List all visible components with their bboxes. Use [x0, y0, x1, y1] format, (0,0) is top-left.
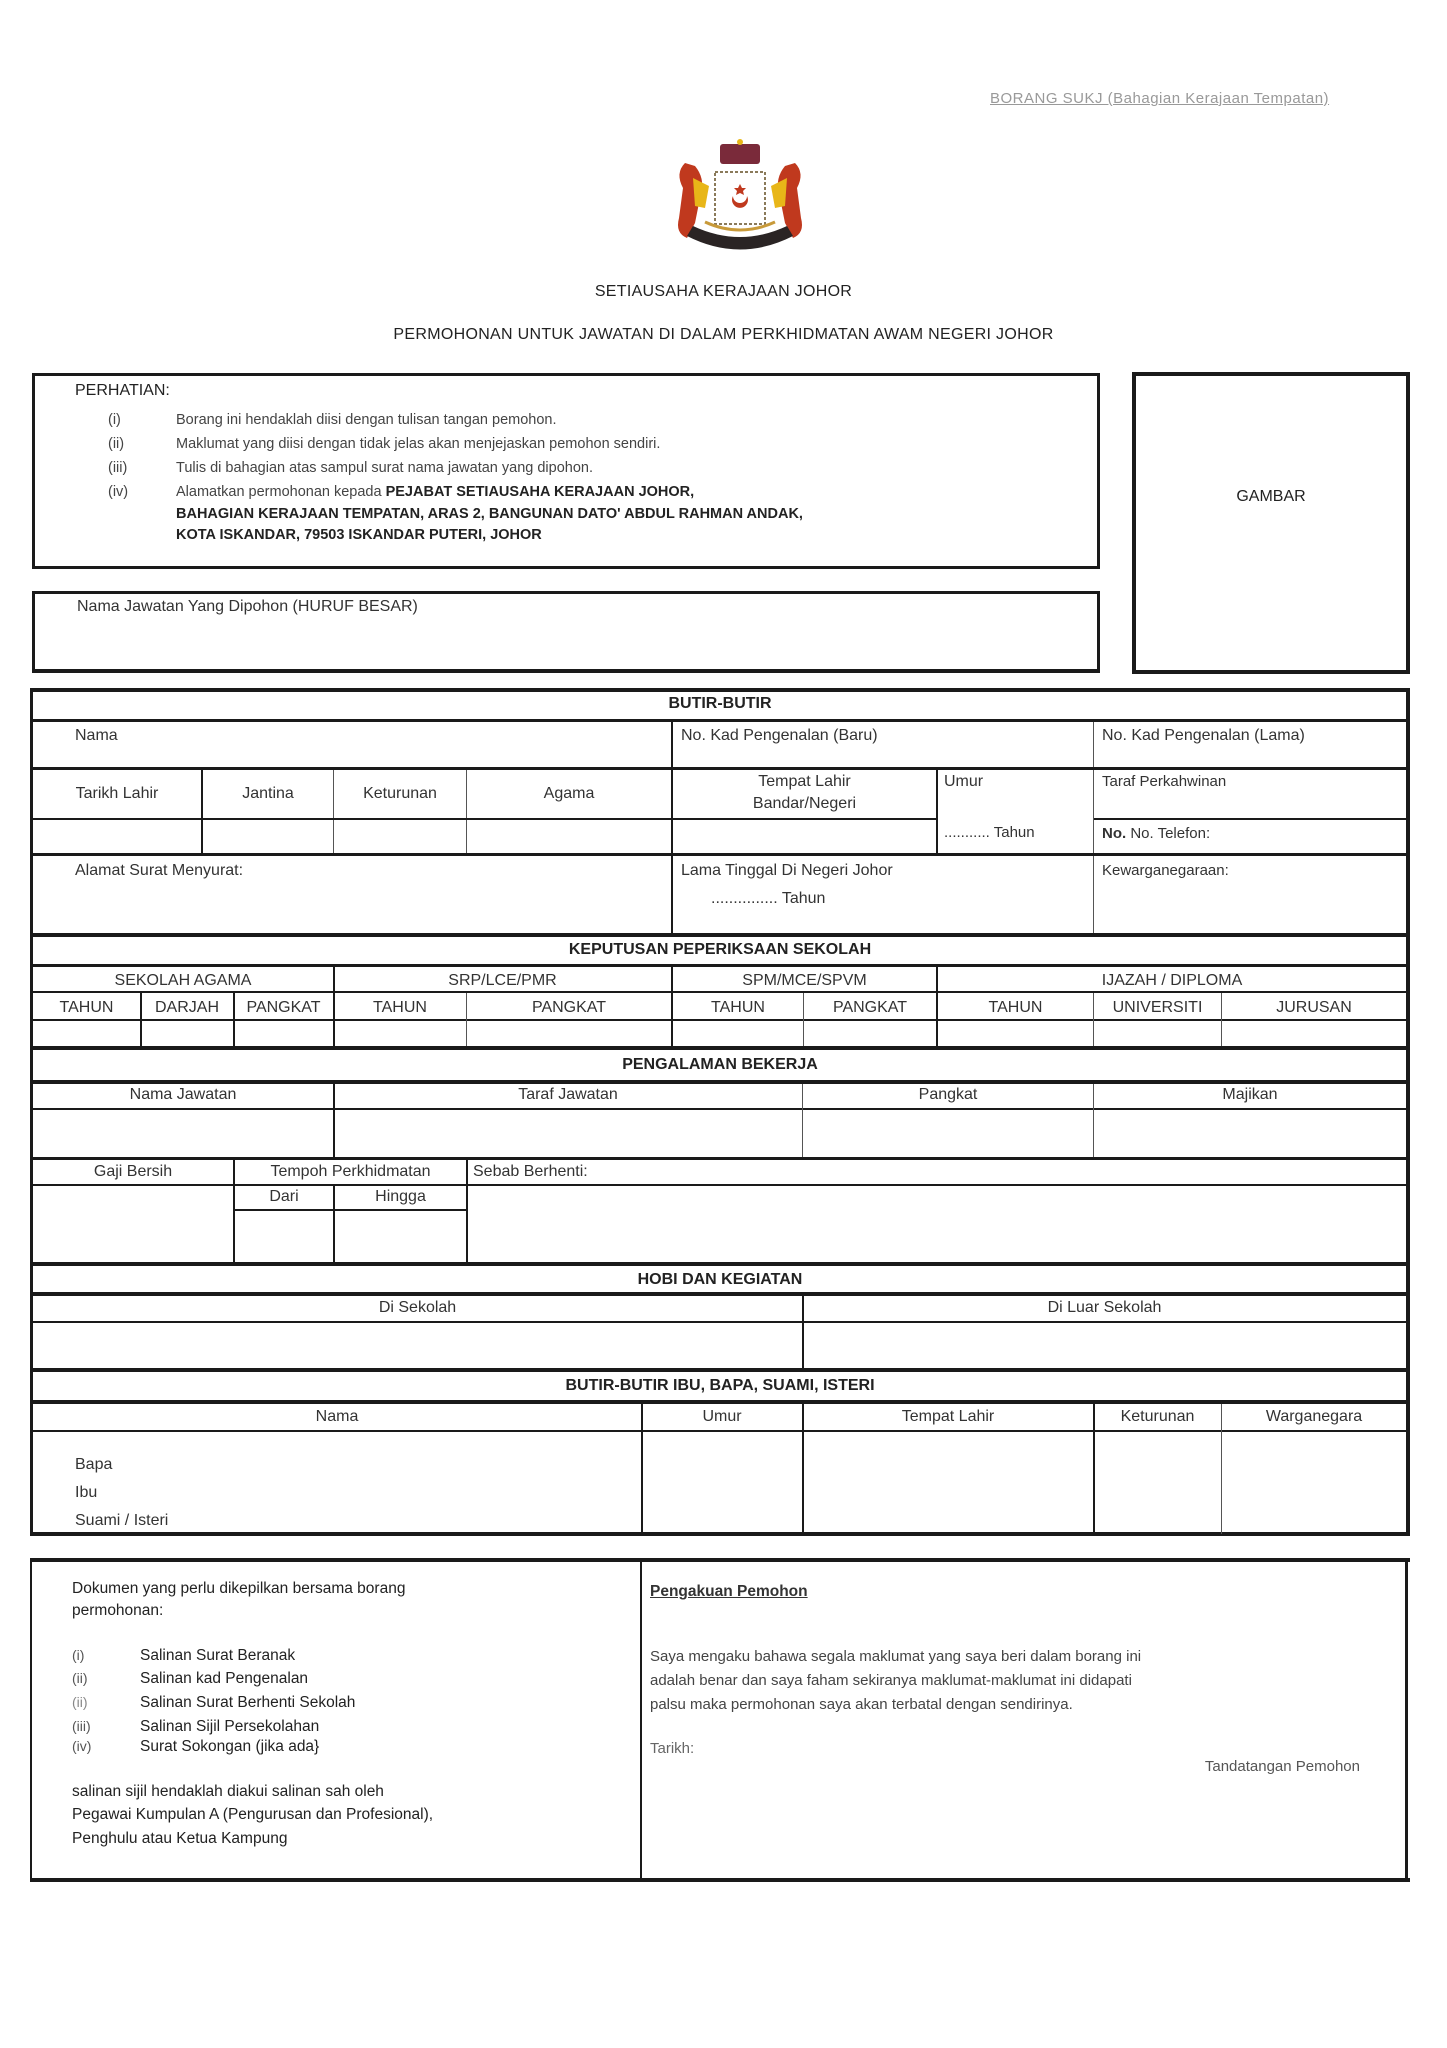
- photo-box[interactable]: [1132, 372, 1410, 674]
- address-line-2: BAHAGIAN KERAJAAN TEMPATAN, ARAS 2, BANGUNAN DATO' ABDUL RAHMAN ANDAK,: [176, 506, 803, 522]
- signature-field[interactable]: [1120, 1751, 1380, 1781]
- ic-old-field[interactable]: No. Kad Pengenalan (Lama): [1102, 727, 1305, 744]
- work-col-taraf-jawatan: Taraf Jawatan: [518, 1086, 618, 1103]
- notice-heading: PERHATIAN:: [75, 382, 170, 399]
- work-col-majikan: Majikan: [1222, 1086, 1278, 1103]
- agama-label: Agama: [543, 785, 595, 802]
- section-heading-hobby: HOBI DAN KEGIATAN: [637, 1271, 803, 1288]
- keturunan-field[interactable]: [334, 820, 466, 854]
- family-row-bapa: Bapa: [75, 1456, 113, 1473]
- hobby-col-sekolah: Di Sekolah: [378, 1299, 457, 1316]
- exam-universiti-field[interactable]: [1094, 1021, 1221, 1047]
- work-majikan-field[interactable]: [1094, 1110, 1406, 1157]
- telefon-label: No. Telefon:: [1130, 825, 1211, 842]
- hobby-sekolah-field[interactable]: [33, 1323, 802, 1369]
- signature-label: Tandatangan Pemohon: [1204, 1758, 1360, 1775]
- family-row-ibu: Ibu: [75, 1484, 98, 1501]
- exam-jurusan-field[interactable]: [1222, 1021, 1406, 1047]
- kewarganegaraan-field[interactable]: Kewarganegaraan:: [1102, 862, 1229, 879]
- family-col-tempat-lahir: Tempat Lahir: [901, 1408, 995, 1425]
- lama-tinggal-unit: ............... Tahun: [711, 890, 826, 907]
- declaration-date-field[interactable]: Tarikh:: [650, 1740, 695, 1757]
- documents-intro: Dokumen yang perlu dikepilkan bersama borang: [72, 1580, 406, 1597]
- exam-group-srp: SRP/LCE/PMR: [448, 972, 557, 989]
- exam-group-ijazah: IJAZAH / DIPLOMA: [1101, 972, 1243, 989]
- family-keturunan-field[interactable]: [1095, 1432, 1221, 1532]
- work-gaji-label: Gaji Bersih: [93, 1163, 173, 1180]
- family-nama-field[interactable]: [33, 1432, 641, 1532]
- exam-col-tahun: TAHUN: [59, 999, 114, 1016]
- work-dari-field[interactable]: [235, 1211, 333, 1263]
- family-col-nama: Nama: [315, 1408, 359, 1425]
- work-sebab-label: Sebab Berhenti:: [473, 1163, 588, 1180]
- work-col-pangkat: Pangkat: [918, 1086, 978, 1103]
- declaration-heading: Pengakuan Pemohon: [650, 1583, 808, 1600]
- exam-spm-pangkat-field[interactable]: [804, 1021, 936, 1047]
- section-heading-butir: BUTIR-BUTIR: [668, 695, 772, 712]
- jantina-field[interactable]: [203, 820, 333, 854]
- work-nama-jawatan-field[interactable]: [33, 1110, 333, 1157]
- family-col-keturunan: Keturunan: [1120, 1408, 1195, 1425]
- hobby-col-luar-sekolah: Di Luar Sekolah: [1047, 1299, 1162, 1316]
- umur-unit: ........... Tahun: [944, 824, 1035, 841]
- documents-note: salinan sijil hendaklah diakui salinan sah oleh: [72, 1783, 384, 1800]
- exam-col-darjah: DARJAH: [154, 999, 219, 1016]
- work-gaji-field[interactable]: [33, 1186, 233, 1263]
- family-col-warganegara: Warganegara: [1265, 1408, 1363, 1425]
- tempat-lahir-label: Tempat Lahir: [758, 773, 851, 790]
- keturunan-label: Keturunan: [363, 785, 437, 802]
- work-sebab-field[interactable]: [468, 1186, 1406, 1263]
- telefon-field[interactable]: No. No. Telefon:: [1102, 825, 1211, 842]
- family-tempat-lahir-field[interactable]: [804, 1432, 1093, 1532]
- form-subtitle: PERMOHONAN UNTUK JAWATAN DI DALAM PERKHIDMATAN AWAM NEGERI JOHOR: [393, 326, 1054, 343]
- exam-group-sekolah-agama: SEKOLAH AGAMA: [114, 972, 252, 989]
- work-hingga-label: Hingga: [375, 1188, 426, 1205]
- exam-agama-darjah-field[interactable]: [142, 1021, 233, 1047]
- work-pangkat-field[interactable]: [803, 1110, 1093, 1157]
- exam-col-tahun: TAHUN: [711, 999, 765, 1016]
- exam-col-universiti: UNIVERSITI: [1112, 999, 1203, 1016]
- alamat-field[interactable]: Alamat Surat Menyurat:: [75, 862, 244, 879]
- section-heading-work: PENGALAMAN BEKERJA: [622, 1056, 818, 1073]
- family-col-umur: Umur: [702, 1408, 742, 1425]
- photo-label: GAMBAR: [1236, 488, 1306, 505]
- form-title: SETIAUSAHA KERAJAAN JOHOR: [594, 283, 853, 300]
- work-col-nama-jawatan: Nama Jawatan: [129, 1086, 237, 1103]
- family-warganegara-field[interactable]: [1222, 1432, 1406, 1532]
- exam-col-pangkat: PANGKAT: [246, 999, 321, 1016]
- family-umur-field[interactable]: [643, 1432, 802, 1532]
- work-taraf-jawatan-field[interactable]: [335, 1110, 802, 1157]
- exam-col-jurusan: JURUSAN: [1276, 999, 1352, 1016]
- exam-col-tahun: TAHUN: [373, 999, 427, 1016]
- work-hingga-field[interactable]: [335, 1211, 466, 1263]
- exam-agama-tahun-field[interactable]: [33, 1021, 140, 1047]
- documents-section: Dokumen yang perlu dikepilkan bersama borang permohonan: (i) Salinan Surat Beranak (ii) Salinan kad Pengenalan (ii) Salinan Surat Berhenti Sekolah (iii) Salinan Sijil Persekolahan (iv) Surat Sokongan (jika ada} salinan sijil hendaklah diakui salinan sah oleh Pegawai Kumpulan A (Pengurusan dan Profesional), Penghulu atau Ketua Kampung: [72, 1580, 434, 1847]
- umur-field[interactable]: Umur ........... Tahun: [944, 773, 1035, 841]
- work-dari-label: Dari: [269, 1188, 299, 1205]
- family-row-suami-isteri: Suami / Isteri: [75, 1512, 169, 1529]
- lama-tinggal-field[interactable]: Lama Tinggal Di Negeri Johor ............... Tahun: [681, 862, 893, 907]
- section-heading-exam: KEPUTUSAN PEPERIKSAAN SEKOLAH: [568, 941, 872, 958]
- position-applied-field[interactable]: [32, 591, 1100, 673]
- tempat-lahir-sublabel: Bandar/Negeri: [752, 795, 857, 812]
- exam-col-tahun: TAHUN: [988, 999, 1043, 1016]
- ic-new-field[interactable]: No. Kad Pengenalan (Baru): [681, 727, 878, 744]
- address-line-1: PEJABAT SETIAUSAHA KERAJAAN JOHOR,: [385, 484, 695, 500]
- declaration-section: Pengakuan Pemohon Saya mengaku bahawa segala maklumat yang saya beri dalam borang ini adalah benar dan saya faham sekiranya maklumat-maklumat ini didapati palsu maka permohonan saya akan terbatal dengan sendirinya. Tarikh: Tandatangan Pemohon: [650, 1575, 1400, 1875]
- notice-list: (i) Borang ini hendaklah diisi dengan tulisan tangan pemohon. (ii) Maklumat yang diisi dengan tidak jelas akan menjejaskan pemohon sendiri. (iii) Tulis di bahagian atas sampul surat nama jawatan yang dipohon. (iv) Alamatkan permohonan kepada PEJABAT SETIAUSAHA KERAJAAN JOHOR, BAHAGIAN KERAJAAN TEMPATAN, ARAS 2, BANGUNAN DATO' ABDUL RAHMAN ANDAK, KOTA ISKANDAR, 79503 ISKANDAR PUTERI, JOHOR: [108, 412, 803, 543]
- position-applied-label: Nama Jawatan Yang Dipohon (HURUF BESAR): [77, 598, 418, 615]
- taraf-perkahwinan-field[interactable]: Taraf Perkahwinan: [1102, 773, 1227, 790]
- section-heading-family: BUTIR-BUTIR IBU, BAPA, SUAMI, ISTERI: [565, 1377, 875, 1394]
- work-tempoh-label: Tempoh Perkhidmatan: [270, 1163, 431, 1180]
- exam-col-pangkat: PANGKAT: [531, 999, 607, 1016]
- agama-field[interactable]: [467, 820, 671, 854]
- address-line-3: KOTA ISKANDAR, 79503 ISKANDAR PUTERI, JOHOR: [176, 527, 542, 543]
- nama-field[interactable]: Nama: [75, 727, 118, 744]
- exam-spm-tahun-field[interactable]: [673, 1021, 803, 1047]
- tarikh-lahir-field[interactable]: [33, 820, 201, 854]
- exam-srp-tahun-field[interactable]: [335, 1021, 466, 1047]
- form-code: BORANG SUKJ (Bahagian Kerajaan Tempatan): [990, 90, 1330, 107]
- johor-coat-of-arms-icon: [665, 138, 815, 258]
- tarikh-lahir-label: Tarikh Lahir: [75, 785, 159, 802]
- exam-agama-pangkat-field[interactable]: [235, 1021, 333, 1047]
- exam-ijazah-tahun-field[interactable]: [938, 1021, 1093, 1047]
- declaration-text: Saya mengaku bahawa segala maklumat yang saya beri dalam borang ini: [650, 1648, 1142, 1665]
- exam-srp-pangkat-field[interactable]: [467, 1021, 671, 1047]
- hobby-luar-sekolah-field[interactable]: [804, 1323, 1406, 1369]
- jantina-label: Jantina: [242, 785, 294, 802]
- tempat-lahir-field[interactable]: [673, 820, 936, 854]
- exam-col-pangkat: PANGKAT: [832, 999, 908, 1016]
- exam-group-spm: SPM/MCE/SPVM: [742, 972, 867, 989]
